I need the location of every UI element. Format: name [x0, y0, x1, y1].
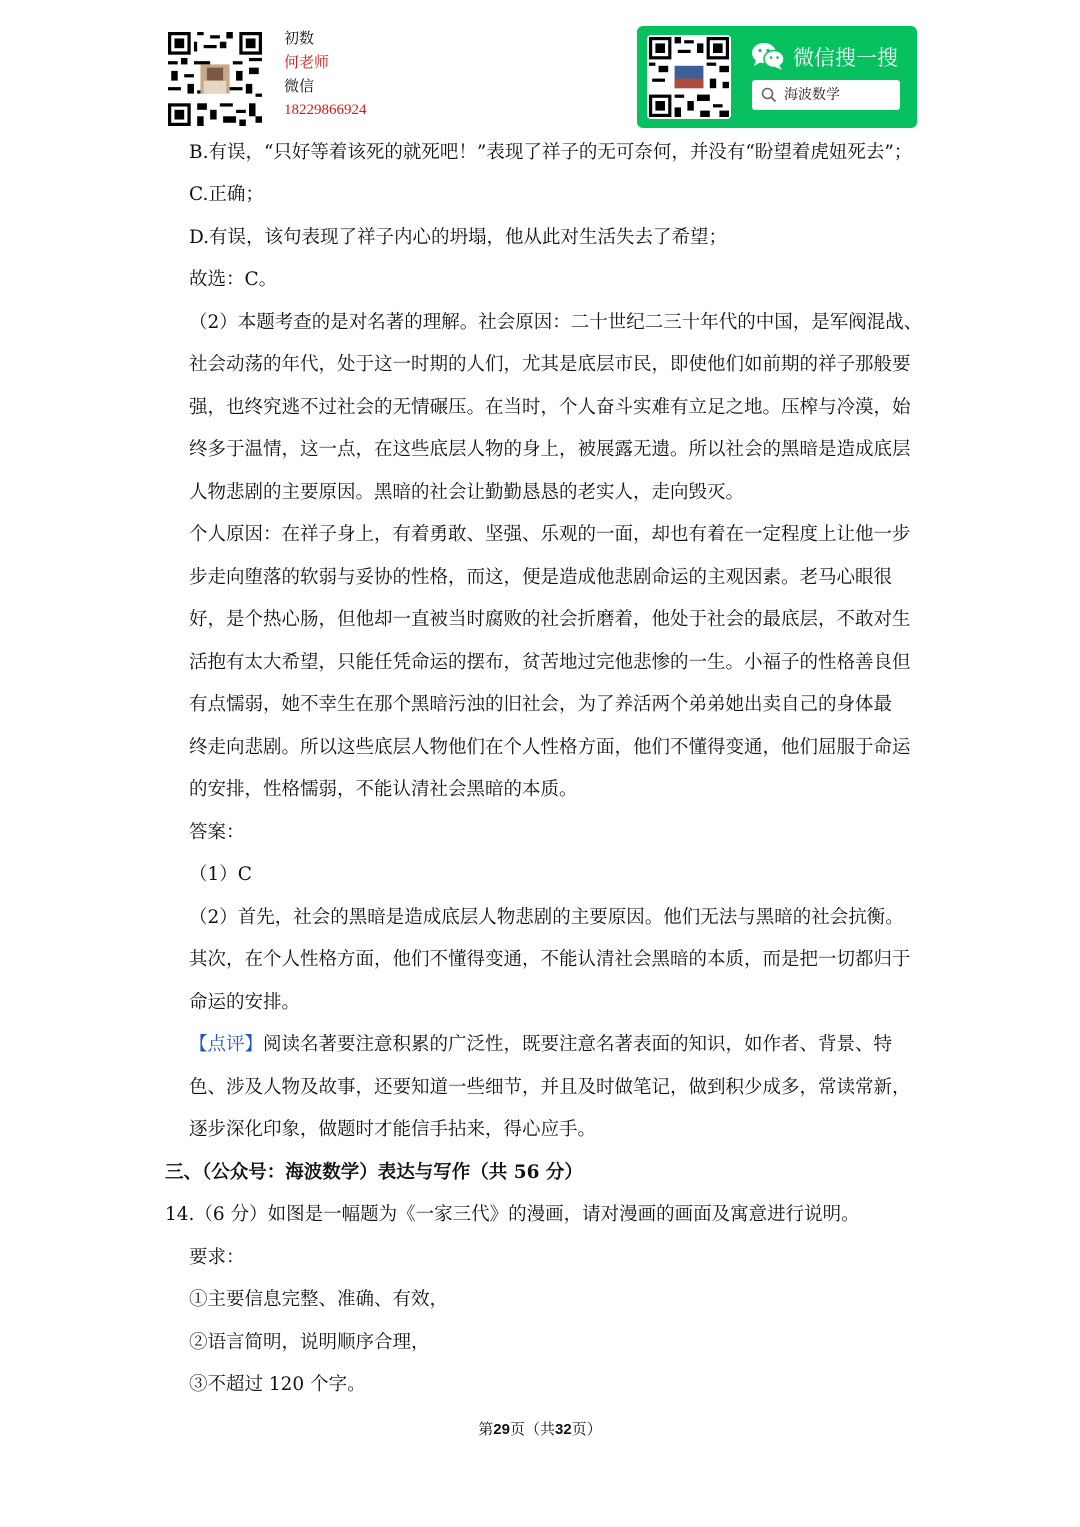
text-line: 其次，在个人性格方面，他们不懂得变通，不能认清社会黑暗的本质，而是把一切都归于 — [189, 949, 911, 970]
page-number: 29 — [493, 1421, 510, 1438]
text-line: （2）本题考查的是对名著的理解。社会原因：二十世纪二三十年代的中国，是军阀混战、 — [189, 312, 923, 333]
requirement-item: ③不超过 120 个字。 — [189, 1374, 366, 1395]
requirement-item: ①主要信息完整、准确、有效， — [189, 1289, 449, 1310]
comment-line — [189, 1032, 892, 1058]
search-icon — [761, 87, 777, 103]
text-line: B.有误，“只好等着该死的就死吧！”表现了祥子的无可奈何，并没有“盼望着虎妞死去”； — [189, 142, 913, 163]
contact-phone[interactable]: 18229866924 — [284, 102, 367, 118]
text-line: 好，是个热心肠，但他却一直被当时腐败的社会折磨着，他处于社会的最底层，不敢对生 — [189, 609, 911, 630]
comment-line: 逐步深化印象，做题时才能信手拈来，得心应手。 — [189, 1119, 597, 1140]
wechat-search-query: 海波数学 — [784, 87, 840, 103]
text-line: 步走向堕落的软弱与妥协的性格，而这，便是造成他悲剧命运的主观因素。老马心眼很 — [189, 567, 893, 588]
text-line: D.有误，该句表现了祥子内心的坍塌，他从此对生活失去了希望； — [189, 227, 728, 248]
page-footer: 第29页（共32页） — [478, 1420, 602, 1438]
contact-subject: 初数 — [284, 29, 315, 47]
text-line: 命运的安排。 — [189, 992, 301, 1013]
text-line: 个人原因：在祥子身上，有着勇敢、坚强、乐观的一面，却也有着在一定程度上让他一步 — [189, 524, 911, 545]
requirements-label: 要求： — [189, 1247, 245, 1268]
question-14: 14.（6 分）如图是一幅题为《一家三代》的漫画，请对漫画的画面及寓意进行说明。 — [165, 1204, 860, 1225]
page-total: 32 — [555, 1421, 572, 1438]
text-line: 强，也终究逃不过社会的无情碾压。在当时，个人奋斗实难有立足之地。压榨与冷漠，始 — [189, 397, 911, 418]
contact-info — [284, 26, 367, 122]
text-line: 终多于温情，这一点，在这些底层人物的身上，被展露无遗。所以社会的黑暗是造成底层 — [189, 439, 911, 460]
text-line: 的安排，性格懦弱，不能认清社会黑暗的本质。 — [189, 779, 578, 800]
comment-tag: 【点评】 — [189, 1034, 264, 1055]
text-line: 故选：C。 — [189, 269, 278, 290]
wechat-search-input[interactable] — [752, 80, 900, 110]
answer-1: （1）C — [189, 864, 252, 885]
comment-text: 阅读名著要注意积累的广泛性，既要注意名著表面的知识，如作者、背景、特 — [263, 1034, 893, 1055]
wechat-search-title: 微信搜一搜 — [793, 46, 898, 70]
contact-wechat-label: 微信 — [284, 77, 315, 95]
text-line: 活抱有太大希望，只能任凭命运的摆布，贫苦地过完他悲惨的一生。小福子的性格善良但 — [189, 652, 911, 673]
comment-line: 色、涉及人物及故事，还要知道一些细节，并且及时做笔记，做到积少成多，常读常新， — [189, 1077, 911, 1098]
wechat-search-card[interactable] — [637, 26, 917, 128]
contact-teacher: 何老师 — [284, 53, 330, 71]
requirement-item: ②语言简明，说明顺序合理， — [189, 1332, 430, 1353]
section-heading: 三、（公众号：海波数学）表达与写作（共 56 分） — [165, 1162, 583, 1183]
text-line: 终走向悲剧。所以这些底层人物他们在个人性格方面，他们不懂得变通，他们屈服于命运 — [189, 737, 911, 758]
answer-label: 答案： — [189, 822, 245, 843]
answer-2: （2）首先，社会的黑暗是造成底层人物悲剧的主要原因。他们无法与黑暗的社会抗衡。 — [189, 907, 904, 928]
text-line: C.正确； — [189, 184, 264, 205]
page-header — [0, 0, 1080, 135]
text-line: 社会动荡的年代，处于这一时期的人们，尤其是底层市民，即使他们如前期的祥子那般要 — [189, 354, 911, 375]
text-line: 人物悲剧的主要原因。黑暗的社会让勤勤恳恳的老实人，走向毁灭。 — [189, 482, 745, 503]
wechat-qr-code[interactable] — [647, 35, 731, 119]
text-line: 有点懦弱，她不幸生在那个黑暗污浊的旧社会，为了养活两个弟弟她出卖自己的身体最 — [189, 694, 893, 715]
contact-qr-code[interactable] — [168, 32, 262, 126]
